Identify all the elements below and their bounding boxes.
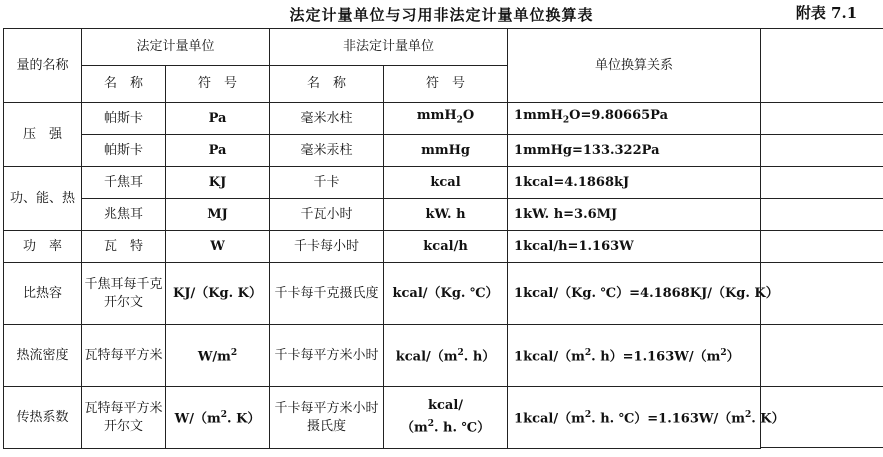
legal-symbol-cell: $W/(m^2$. K） xyxy=(166,387,270,449)
header-legal-name: 名 称 xyxy=(82,66,166,103)
conversion-table xyxy=(3,28,785,449)
legal-symbol-cell: KJ/（Kg. K） xyxy=(166,263,270,325)
table-row xyxy=(4,263,761,325)
nonlegal-name-cell: 毫米水柱 xyxy=(270,103,384,135)
conversion-cell: 1mmHg=133.322Pa xyxy=(508,135,761,167)
table-row xyxy=(4,325,761,387)
conversion-cell: 1kcal/（Kg. ℃）=4.1868KJ/（Kg. K） xyxy=(508,263,761,325)
margin-rule xyxy=(760,102,883,103)
legal-symbol-cell: MJ xyxy=(166,199,270,231)
header-nonlegal-unit: 非法定计量单位 xyxy=(270,29,508,66)
conversion-cell: $1kcal/(m^2$. h. $℃)=1.163W/(m^2$. K） xyxy=(508,387,761,449)
header-quantity-name: 量的名称 xyxy=(4,29,82,103)
legal-symbol-cell: $W/m^2$ xyxy=(166,325,270,387)
table-row xyxy=(4,387,761,449)
margin-rule xyxy=(760,447,883,448)
legal-name-cell: 瓦特每平方米 xyxy=(82,325,166,387)
legal-symbol-cell: Pa xyxy=(166,103,270,135)
table-row xyxy=(4,199,761,231)
legal-name-cell: 瓦特每平方米开尔文 xyxy=(82,387,166,449)
margin-rule xyxy=(760,28,883,29)
margin-rule xyxy=(760,324,883,325)
legal-name-cell: 千焦耳每千克开尔文 xyxy=(82,263,166,325)
margin-rule xyxy=(760,262,883,263)
header-legal-unit: 法定计量单位 xyxy=(82,29,270,66)
table-row xyxy=(4,103,761,135)
margin-rule xyxy=(760,166,883,167)
nonlegal-symbol-cell: kcal/（$m^2$. h. ℃） xyxy=(384,387,508,449)
nonlegal-name-cell: 毫米汞柱 xyxy=(270,135,384,167)
conversion-cell: 1kW. h=3.6MJ xyxy=(508,199,761,231)
legal-name-cell: 帕斯卡 xyxy=(82,103,166,135)
nonlegal-symbol-cell: kcal/（$m^2$. h） xyxy=(384,325,508,387)
group-heat-transfer: 传热系数 xyxy=(4,387,82,449)
conversion-cell: 1mmH$_2$O=9.80665Pa xyxy=(508,103,761,135)
nonlegal-name-cell: 千卡每平方米小时摄氏度 xyxy=(270,387,384,449)
header-conversion: 单位换算关系 xyxy=(508,29,761,103)
legal-name-cell: 瓦 特 xyxy=(82,231,166,263)
group-heat-flux: 热流密度 xyxy=(4,325,82,387)
right-margin-rules xyxy=(760,28,883,457)
margin-rule xyxy=(760,230,883,231)
nonlegal-name-cell: 千卡每千克摄氏度 xyxy=(270,263,384,325)
conversion-cell: 1kcal=4.1868kJ xyxy=(508,167,761,199)
margin-rule xyxy=(760,134,883,135)
table-row xyxy=(4,135,761,167)
table-title: 法定计量单位与习用非法定计量单位换算表 xyxy=(289,6,594,24)
group-specific-heat: 比热容 xyxy=(4,263,82,325)
nonlegal-name-cell: 千瓦小时 xyxy=(270,199,384,231)
header-nonlegal-symbol: 符 号 xyxy=(384,66,508,103)
margin-rule xyxy=(760,198,883,199)
header-nonlegal-name: 名 称 xyxy=(270,66,384,103)
nonlegal-symbol-cell: kcal/h xyxy=(384,231,508,263)
legal-name-cell: 帕斯卡 xyxy=(82,135,166,167)
legal-name-cell: 千焦耳 xyxy=(82,167,166,199)
header-row-1 xyxy=(4,29,761,66)
table-number: 附表 7.1 xyxy=(795,4,858,22)
legal-symbol-cell: W xyxy=(166,231,270,263)
table-row xyxy=(4,231,761,263)
legal-name-cell: 兆焦耳 xyxy=(82,199,166,231)
margin-rule xyxy=(760,386,883,387)
nonlegal-symbol-cell: mmH$_2$O xyxy=(384,103,508,135)
nonlegal-symbol-cell: kcal/（Kg. ℃） xyxy=(384,263,508,325)
conversion-cell: 1kcal/h=1.163W xyxy=(508,231,761,263)
group-pressure: 压 强 xyxy=(4,103,82,167)
legal-symbol-cell: Pa xyxy=(166,135,270,167)
nonlegal-symbol-cell: kW. h xyxy=(384,199,508,231)
nonlegal-name-cell: 千卡 xyxy=(270,167,384,199)
nonlegal-symbol-cell: kcal xyxy=(384,167,508,199)
table-row xyxy=(4,167,761,199)
conversion-cell: $1kcal/(m^2$. $h)=1.163W/(m^2)$ xyxy=(508,325,761,387)
nonlegal-symbol-cell: mmHg xyxy=(384,135,508,167)
nonlegal-name-cell: 千卡每平方米小时 xyxy=(270,325,384,387)
legal-symbol-cell: KJ xyxy=(166,167,270,199)
header-legal-symbol: 符 号 xyxy=(166,66,270,103)
nonlegal-name-cell: 千卡每小时 xyxy=(270,231,384,263)
group-work: 功、能、热 xyxy=(4,167,82,231)
group-power: 功 率 xyxy=(4,231,82,263)
